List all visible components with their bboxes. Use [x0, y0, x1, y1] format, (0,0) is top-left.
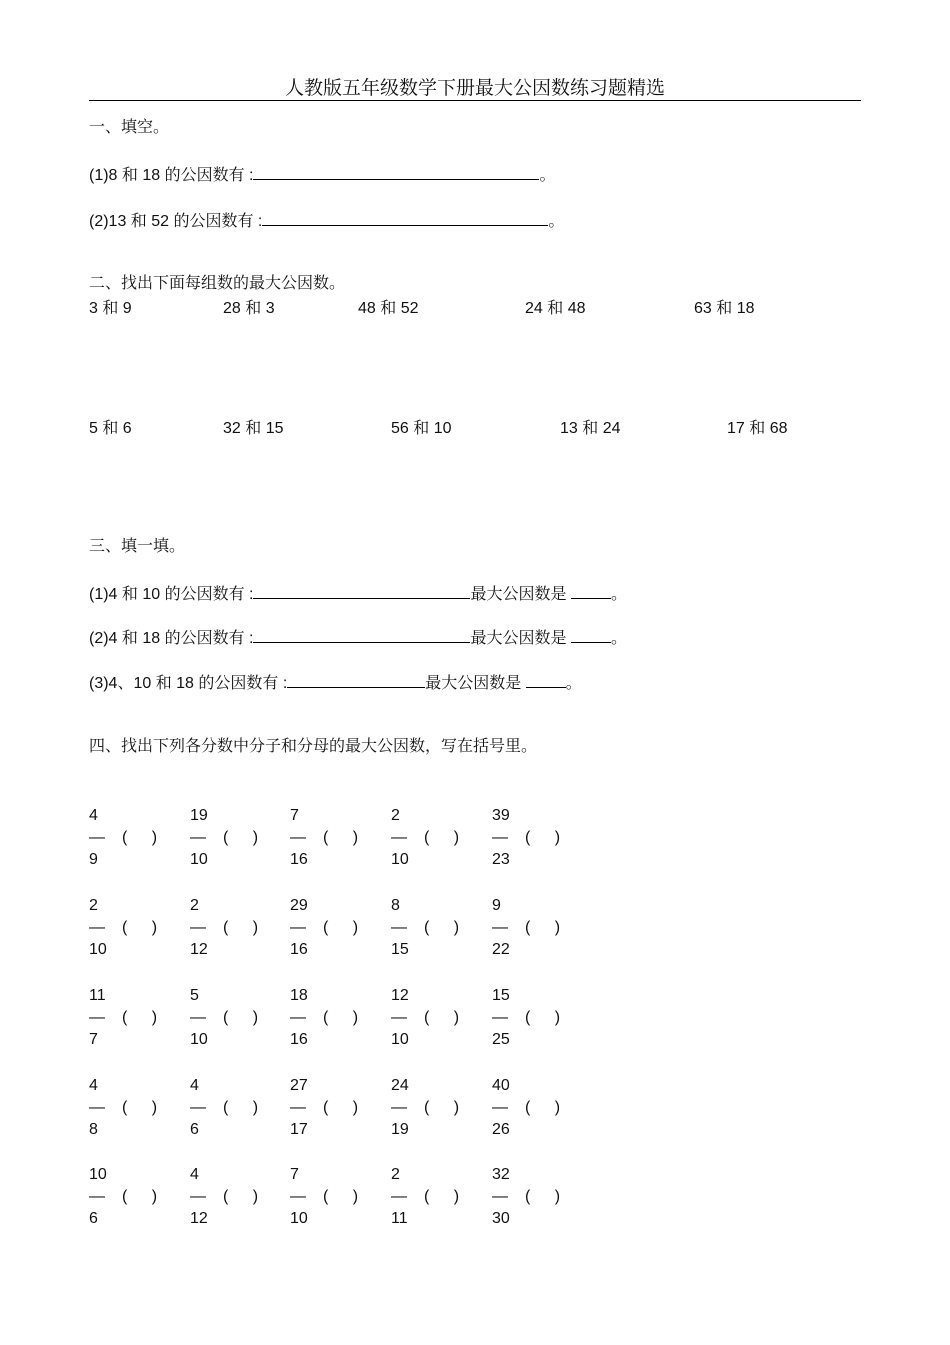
fraction-bar: —	[290, 1099, 306, 1116]
numerator: 32	[492, 1166, 510, 1183]
s3q1-factors-blank[interactable]	[253, 583, 470, 599]
denominator: 10	[190, 851, 208, 868]
fraction-item	[89, 806, 179, 872]
denominator: 11	[391, 1210, 408, 1227]
fraction-bar: —	[89, 829, 105, 846]
pair-item: 48 和 52	[358, 300, 419, 317]
numerator: 2	[391, 1166, 400, 1183]
answer-parentheses[interactable]: ( )	[223, 1188, 269, 1205]
answer-parentheses[interactable]: ( )	[525, 1099, 571, 1116]
answer-parentheses[interactable]: ( )	[525, 1188, 571, 1205]
q1-text: (1)8 和 18 的公因数有 :	[89, 167, 254, 184]
numerator: 19	[190, 807, 208, 824]
numerator: 9	[492, 897, 501, 914]
section3-q1	[89, 583, 627, 605]
fraction-bar: —	[492, 1099, 508, 1116]
numerator: 4	[190, 1166, 199, 1183]
fraction-bar: —	[290, 1188, 306, 1205]
denominator: 30	[492, 1210, 510, 1227]
answer-parentheses[interactable]: ( )	[323, 829, 369, 846]
q2-text: (2)13 和 52 的公因数有 :	[89, 213, 263, 230]
denominator: 10	[290, 1210, 308, 1227]
answer-parentheses[interactable]: ( )	[525, 919, 571, 936]
pair-item: 5 和 6	[89, 420, 132, 437]
answer-parentheses[interactable]: ( )	[424, 1099, 470, 1116]
fraction-item	[492, 896, 582, 962]
denominator: 6	[89, 1210, 98, 1227]
s3q1-text: (1)4 和 10 的公因数有 :	[89, 586, 254, 603]
s3q3-factors-blank[interactable]	[287, 672, 425, 688]
denominator: 10	[391, 851, 409, 868]
fraction-item	[190, 1076, 280, 1142]
numerator: 15	[492, 987, 510, 1004]
denominator: 19	[391, 1121, 409, 1138]
s3q2-period: 。	[610, 630, 627, 647]
answer-parentheses[interactable]: ( )	[424, 1009, 470, 1026]
answer-parentheses[interactable]: ( )	[122, 1188, 168, 1205]
fraction-bar: —	[89, 1009, 105, 1026]
numerator: 10	[89, 1166, 107, 1183]
denominator: 12	[190, 1210, 208, 1227]
fraction-bar: —	[290, 829, 306, 846]
fraction-item	[391, 896, 481, 962]
answer-parentheses[interactable]: ( )	[223, 829, 269, 846]
fraction-item	[290, 896, 380, 962]
denominator: 12	[190, 941, 208, 958]
denominator: 16	[290, 941, 308, 958]
fraction-item	[492, 1165, 582, 1231]
title-divider	[89, 100, 861, 101]
section1-q1	[89, 164, 556, 186]
answer-parentheses[interactable]: ( )	[323, 1009, 369, 1026]
s3q1-period: 。	[610, 586, 627, 603]
fraction-bar: —	[391, 829, 407, 846]
fraction-item	[89, 1165, 179, 1231]
numerator: 11	[89, 987, 106, 1004]
answer-parentheses[interactable]: ( )	[122, 919, 168, 936]
s3q1-gcf-label: 最大公因数是	[470, 586, 567, 603]
s3q2-factors-blank[interactable]	[253, 627, 470, 643]
fraction-item	[391, 986, 481, 1052]
numerator: 7	[290, 807, 299, 824]
denominator: 23	[492, 851, 510, 868]
fraction-item	[391, 1165, 481, 1231]
fraction-bar: —	[391, 1188, 407, 1205]
fraction-bar: —	[190, 1009, 206, 1026]
pair-item: 13 和 24	[560, 420, 621, 437]
denominator: 22	[492, 941, 510, 958]
denominator: 6	[190, 1121, 199, 1138]
fraction-item	[391, 806, 481, 872]
answer-parentheses[interactable]: ( )	[122, 829, 168, 846]
numerator: 2	[89, 897, 98, 914]
s3q3-text: (3)4、10 和 18 的公因数有 :	[89, 675, 288, 692]
numerator: 5	[190, 987, 199, 1004]
denominator: 25	[492, 1031, 510, 1048]
denominator: 9	[89, 851, 98, 868]
fraction-bar: —	[391, 1099, 407, 1116]
section1-q2	[89, 210, 564, 232]
answer-parentheses[interactable]: ( )	[122, 1009, 168, 1026]
answer-parentheses[interactable]: ( )	[424, 919, 470, 936]
fraction-item	[89, 1076, 179, 1142]
numerator: 4	[89, 807, 98, 824]
denominator: 16	[290, 851, 308, 868]
denominator: 10	[89, 941, 107, 958]
fraction-item	[391, 1076, 481, 1142]
fraction-bar: —	[190, 919, 206, 936]
fraction-bar: —	[290, 1009, 306, 1026]
fraction-bar: —	[492, 829, 508, 846]
numerator: 2	[391, 807, 400, 824]
numerator: 4	[190, 1077, 199, 1094]
fraction-bar: —	[492, 1188, 508, 1205]
numerator: 12	[391, 987, 409, 1004]
answer-parentheses[interactable]: ( )	[223, 1099, 269, 1116]
answer-parentheses[interactable]: ( )	[122, 1099, 168, 1116]
q1-answer-blank[interactable]	[253, 164, 539, 180]
denominator: 15	[391, 941, 409, 958]
fraction-item	[190, 1165, 280, 1231]
numerator: 4	[89, 1077, 98, 1094]
s3q2-gcf-label: 最大公因数是	[470, 630, 567, 647]
fraction-item	[190, 896, 280, 962]
section3-q3	[89, 672, 582, 694]
page-title: 人教版五年级数学下册最大公因数练习题精选	[284, 77, 665, 99]
fraction-bar: —	[391, 1009, 407, 1026]
fraction-bar: —	[190, 1099, 206, 1116]
answer-parentheses[interactable]: ( )	[223, 1009, 269, 1026]
section4-heading: 四、找出下列各分数中分子和分母的最大公因数，写在括号里。	[89, 738, 538, 755]
fraction-bar: —	[190, 829, 206, 846]
denominator: 8	[89, 1121, 98, 1138]
s3q1-gcf-blank[interactable]	[571, 583, 611, 599]
fraction-item	[290, 986, 380, 1052]
fraction-bar: —	[190, 1188, 206, 1205]
pair-item: 28 和 3	[223, 300, 275, 317]
denominator: 17	[290, 1121, 308, 1138]
numerator: 18	[290, 987, 308, 1004]
fraction-bar: —	[89, 919, 105, 936]
answer-parentheses[interactable]: ( )	[323, 919, 369, 936]
fraction-bar: —	[391, 919, 407, 936]
section2-heading: 二、找出下面每组数的最大公因数。	[89, 275, 346, 292]
section3-q2	[89, 627, 627, 649]
denominator: 16	[290, 1031, 308, 1048]
pair-item: 24 和 48	[525, 300, 586, 317]
fraction-bar: —	[290, 919, 306, 936]
numerator: 27	[290, 1077, 308, 1094]
s3q3-gcf-label: 最大公因数是	[425, 675, 522, 692]
fraction-item	[290, 1076, 380, 1142]
answer-parentheses[interactable]: ( )	[424, 1188, 470, 1205]
pair-item: 56 和 10	[391, 420, 452, 437]
numerator: 40	[492, 1077, 510, 1094]
fraction-item	[492, 1076, 582, 1142]
fraction-item	[290, 806, 380, 872]
fraction-item	[290, 1165, 380, 1231]
numerator: 8	[391, 897, 400, 914]
denominator: 26	[492, 1121, 510, 1138]
denominator: 10	[190, 1031, 208, 1048]
pair-item: 3 和 9	[89, 300, 132, 317]
answer-parentheses[interactable]: ( )	[323, 1099, 369, 1116]
section1-heading: 一、填空。	[89, 119, 170, 136]
fraction-bar: —	[89, 1188, 105, 1205]
pair-item: 17 和 68	[727, 420, 788, 437]
fraction-item	[89, 986, 179, 1052]
numerator: 39	[492, 807, 510, 824]
fraction-bar: —	[89, 1099, 105, 1116]
s3q2-gcf-blank[interactable]	[571, 627, 611, 643]
q2-answer-blank[interactable]	[262, 210, 548, 226]
numerator: 2	[190, 897, 199, 914]
answer-parentheses[interactable]: ( )	[525, 1009, 571, 1026]
s3q2-text: (2)4 和 18 的公因数有 :	[89, 630, 254, 647]
q1-period: 。	[539, 167, 556, 184]
q2-period: 。	[548, 213, 565, 230]
numerator: 24	[391, 1077, 409, 1094]
denominator: 10	[391, 1031, 409, 1048]
pair-item: 63 和 18	[694, 300, 755, 317]
section3-heading: 三、填一填。	[89, 538, 186, 555]
fraction-bar: —	[492, 919, 508, 936]
s3q3-gcf-blank[interactable]	[526, 672, 566, 688]
fraction-item	[89, 896, 179, 962]
fraction-item	[190, 806, 280, 872]
answer-parentheses[interactable]: ( )	[223, 919, 269, 936]
fraction-item	[492, 986, 582, 1052]
numerator: 29	[290, 897, 308, 914]
denominator: 7	[89, 1031, 98, 1048]
answer-parentheses[interactable]: ( )	[525, 829, 571, 846]
fraction-item	[492, 806, 582, 872]
answer-parentheses[interactable]: ( )	[323, 1188, 369, 1205]
fraction-item	[190, 986, 280, 1052]
s3q3-period: 。	[565, 675, 582, 692]
fraction-bar: —	[492, 1009, 508, 1026]
pair-item: 32 和 15	[223, 420, 284, 437]
numerator: 7	[290, 1166, 299, 1183]
answer-parentheses[interactable]: ( )	[424, 829, 470, 846]
